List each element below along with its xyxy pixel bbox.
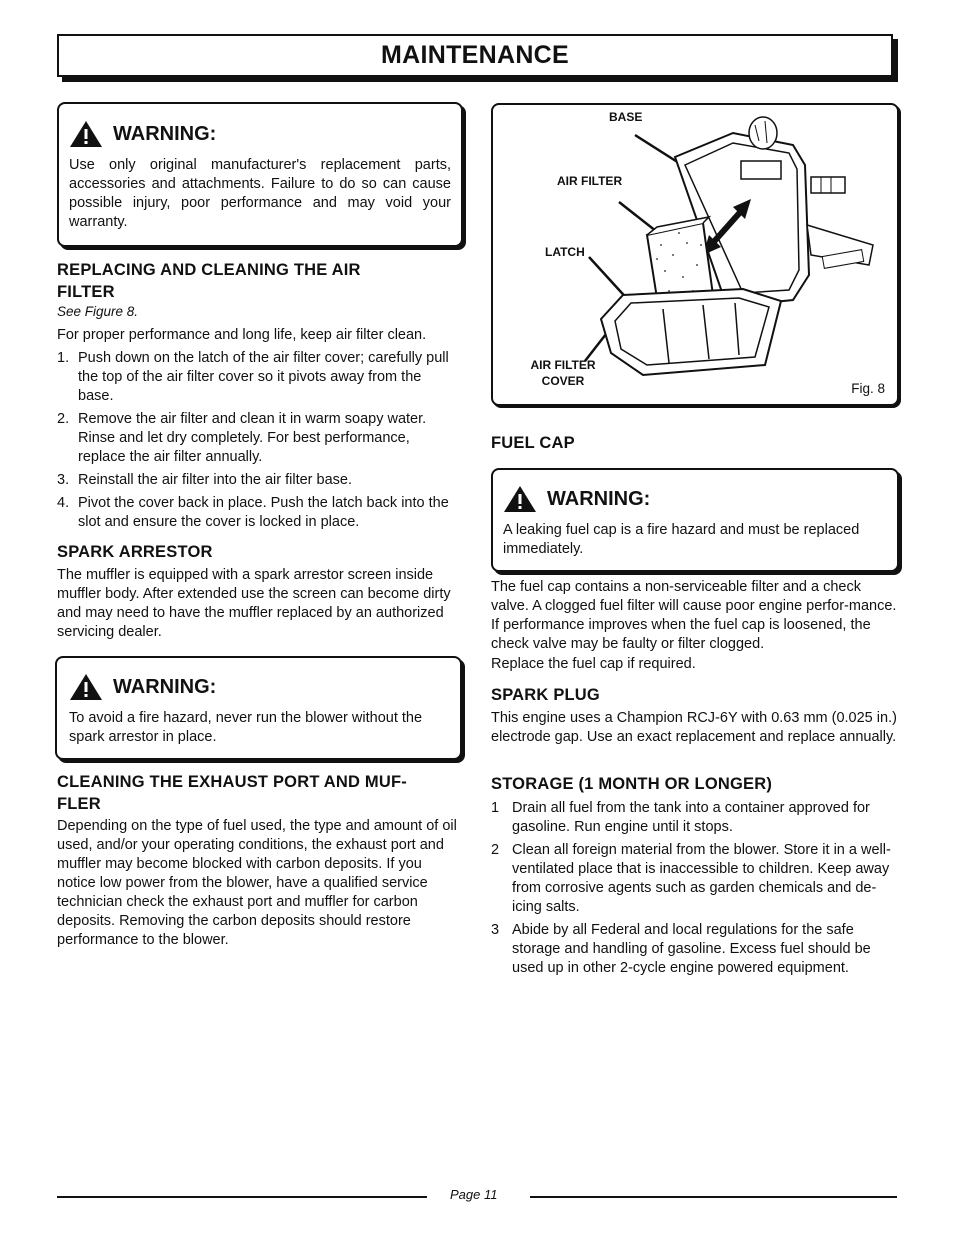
- page-title: MAINTENANCE: [380, 41, 570, 69]
- section-heading-exhaust: CLEANING THE EXHAUST PORT AND MUF- FLER: [57, 773, 407, 813]
- warning-text: Use only original manufacturer's replacement parts, accessories and attachments. Failure to do so can cause possible injury, poor performance and may void your warranty.: [69, 157, 451, 230]
- list-item: [57, 410, 457, 467]
- storage-steps: [491, 799, 897, 982]
- fuel-cap-text: The fuel cap contains a non-serviceable filter and a check valve. A clogged fuel filter will cause poor engine perfor-mance. If performance improves when the fuel cap is loosened, the check valve may be faulty or filter clogged.: [491, 579, 897, 652]
- list-item-number: 3: [491, 922, 500, 938]
- warning-text: To avoid a fire hazard, never run the blower without the spark arrestor in place.: [69, 710, 423, 745]
- spark-plug-text: This engine uses a Champion RCJ-6Y with 0.63 mm (0.025 in.) electrode gap. Use an exact replacement and replace annually.: [491, 710, 897, 745]
- list-item: [57, 349, 457, 406]
- label-latch: LATCH: [545, 245, 585, 259]
- warning-box-parts: [57, 102, 463, 247]
- list-item-number: 2: [491, 842, 500, 858]
- list-item-text: Reinstall the air filter into the air filter base.: [78, 472, 353, 488]
- list-item: [57, 471, 457, 490]
- footer-rule-left: [57, 1196, 427, 1198]
- list-item-text: Remove the air filter and clean it in warm soapy water. Rinse and let dry completely. For best performance, replace the air filter annually.: [78, 411, 427, 465]
- warning-triangle-icon: [69, 120, 103, 148]
- list-item-text: Abide by all Federal and local regulations for the safe storage and handling of gasoline. Excess fuel should be used up in other 2-cycle engine powered equipment.: [512, 922, 871, 976]
- list-item-number: 4.: [57, 495, 70, 511]
- page-title-box: [57, 34, 893, 77]
- section-heading-fuel-cap: FUEL CAP: [491, 434, 575, 452]
- list-item-number: 1.: [57, 350, 70, 366]
- list-item-number: 1: [491, 800, 500, 816]
- section-heading-storage: STORAGE (1 MONTH OR LONGER): [491, 775, 773, 793]
- exhaust-text: Depending on the type of fuel used, the type and amount of oil used, and/or your operating conditions, the exhaust port and muffler may become blocked with carbon deposits. If you notice low power from the blower, have a qualified service technician check the exhaust port and muffler for carbon deposits. Removing the carbon deposits should restore performance to the blower.: [57, 818, 457, 948]
- label-air-filter: AIR FILTER: [557, 174, 623, 188]
- list-item: [491, 921, 897, 978]
- list-item-number: 3.: [57, 472, 70, 488]
- warning-heading: WARNING:: [69, 120, 451, 148]
- list-item-text: Drain all fuel from the tank into a container approved for gasoline. Run engine until it stops.: [512, 800, 870, 835]
- list-item: [57, 494, 457, 532]
- warning-heading: WARNING:: [69, 673, 450, 701]
- list-item: [491, 799, 897, 837]
- air-filter-steps: [57, 349, 457, 536]
- label-base: BASE: [609, 110, 643, 124]
- warning-box-arrestor: [55, 656, 462, 760]
- list-item-text: Pivot the cover back in place. Push the latch back into the slot and ensure the cover is locked in place.: [78, 495, 449, 530]
- warning-box-fuel-cap: [491, 468, 899, 572]
- list-item-number: 2.: [57, 411, 70, 427]
- warning-triangle-icon: [69, 673, 103, 701]
- label-air-filter-cover: AIR FILTER COVER: [530, 358, 596, 388]
- warning-heading: WARNING:: [503, 485, 887, 513]
- footer-rule-right: [530, 1196, 897, 1198]
- list-item-text: Clean all foreign material from the blower. Store it in a well-ventilated place that is inaccessible to children. Keep away from corrosive agents such as garden chemicals and de-icing salts.: [512, 842, 891, 915]
- spark-arrestor-text: The muffler is equipped with a spark arrestor screen inside muffler body. After extended use the screen can become dirty and may need to have the muffler replaced by an authorized servicing dealer.: [57, 567, 451, 640]
- section-heading-air-filter: REPLACING AND CLEANING THE AIR FILTER: [57, 261, 361, 301]
- fuel-cap-replace: Replace the fuel cap if required.: [491, 656, 696, 672]
- figure-caption: Fig. 8: [851, 381, 885, 396]
- section-heading-spark-arrestor: SPARK ARRESTOR: [57, 543, 213, 561]
- figure-8: [491, 103, 899, 406]
- list-item-text: Push down on the latch of the air filter cover; carefully pull the top of the air filter cover so it pivots away from the base.: [78, 350, 449, 404]
- section-heading-spark-plug: SPARK PLUG: [491, 686, 600, 704]
- air-filter-intro: For proper performance and long life, keep air filter clean.: [57, 327, 427, 343]
- warning-text: A leaking fuel cap is a fire hazard and must be replaced immediately.: [503, 522, 860, 557]
- figure-reference: See Figure 8.: [57, 304, 139, 319]
- warning-triangle-icon: [503, 485, 537, 513]
- list-item: [491, 841, 897, 917]
- page-number: Page 11: [450, 1187, 498, 1202]
